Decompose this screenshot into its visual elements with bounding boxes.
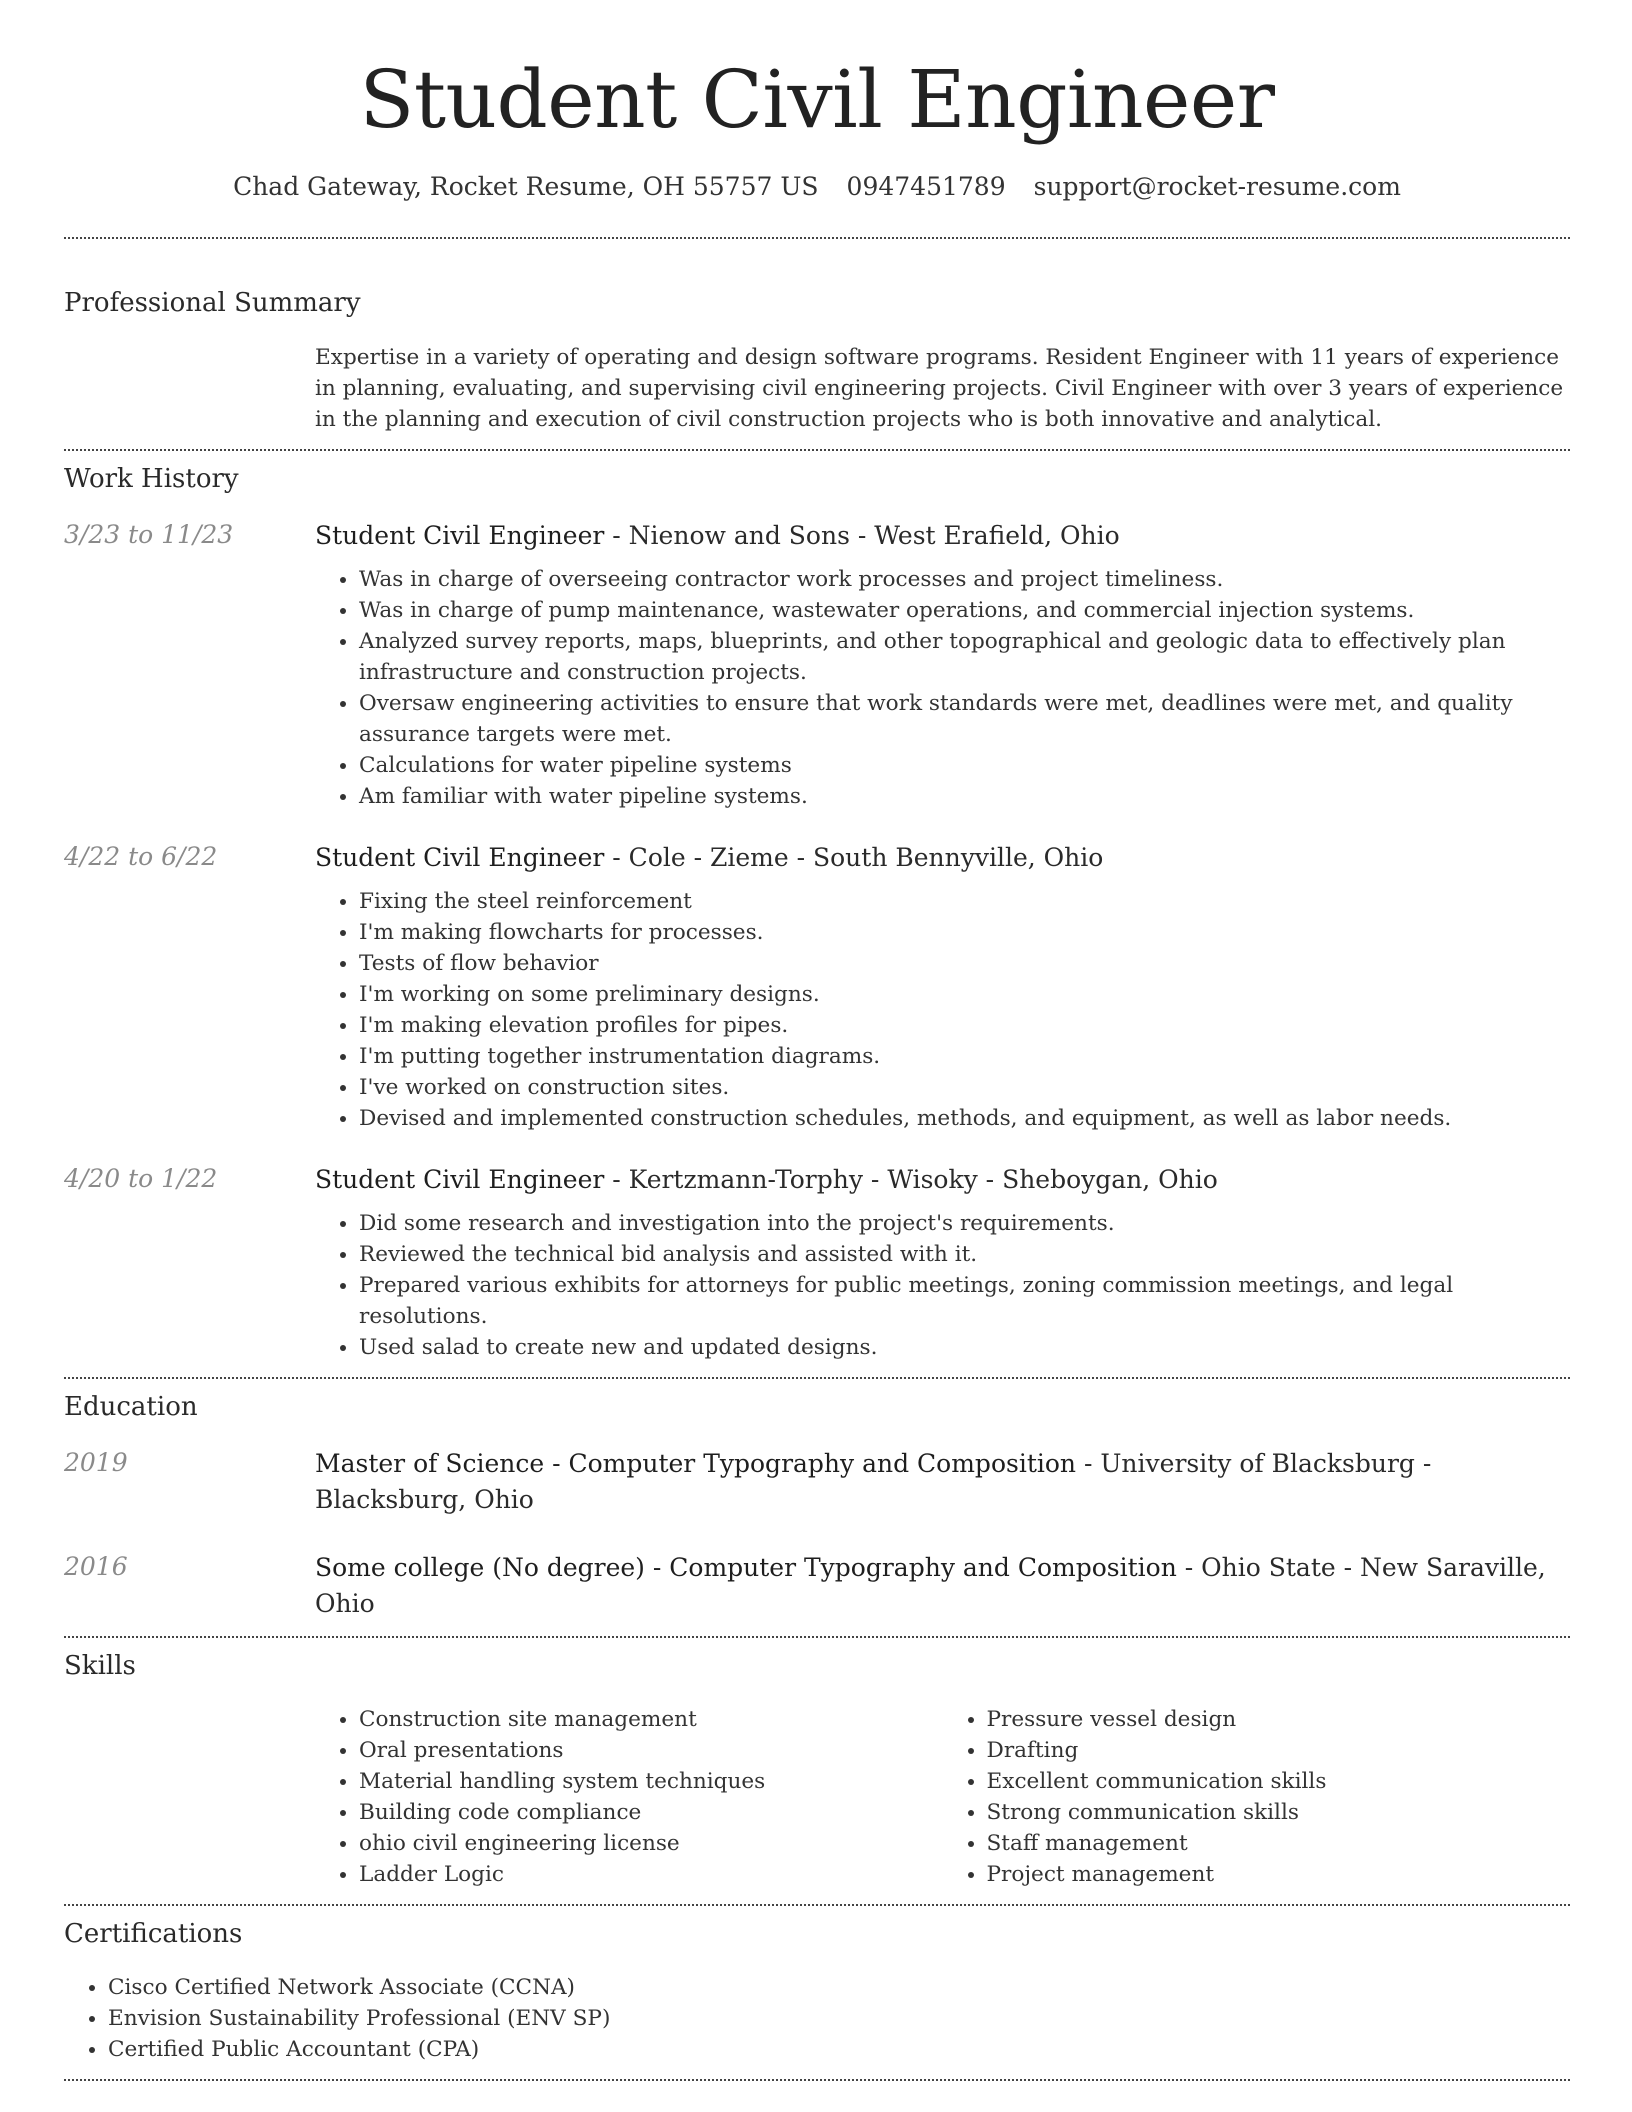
education-entry: [64, 1446, 1570, 1518]
list-item: • Construction site management: [359, 1704, 943, 1735]
summary-text: Expertise in a variety of operating and design software programs. Resident Engineer with 11 years of experience in planning, evaluating, and supervising civil engineering projects. Civil Engineer with over 3 years of experience in the planning and execution of civil construction projects who is both innovative and analytical.: [315, 345, 1564, 432]
list-item: • Oversaw engineering activities to ensure that work standards were met, deadlines were met, and quality assurance targets were met.: [359, 688, 1570, 750]
divider: [64, 1904, 1570, 1906]
skills-section: [64, 1650, 1570, 1890]
job-details: - Kertzmann-Torphy - Wisoky - Sheboygan, Ohio: [604, 1165, 1218, 1194]
education-year: 2019: [64, 1448, 128, 1477]
list-item: • Used salad to create new and updated designs.: [359, 1332, 1570, 1363]
skills-list-right: [943, 1704, 1571, 1890]
contact-line: [64, 170, 1570, 204]
list-item: • ohio civil engineering license: [359, 1828, 943, 1859]
list-item: • Ladder Logic: [359, 1859, 943, 1890]
list-item: • Cisco Certified Network Associate (CCNA): [108, 1972, 1570, 2003]
list-item: • Project management: [987, 1859, 1571, 1890]
job-heading: [315, 840, 1570, 876]
job-title: Student Civil Engineer: [315, 1165, 605, 1194]
section-title-certifications: Certifications: [64, 1919, 243, 1949]
education-details: - University of Blacksburg - Blacksburg, Ohio: [315, 1449, 1432, 1514]
list-item: • Pressure vessel design: [987, 1704, 1571, 1735]
section-title-work-history: Work History: [64, 464, 239, 494]
job-body: [315, 518, 1570, 812]
education-entry: [64, 1550, 1570, 1622]
divider: [64, 2079, 1570, 2081]
divider: [64, 1377, 1570, 1379]
list-item: • Prepared various exhibits for attorneys for public meetings, zoning commission meetings, and legal resolutions.: [359, 1270, 1570, 1332]
skills-list-left: [315, 1704, 943, 1890]
list-item: • Was in charge of pump maintenance, wastewater operations, and commercial injection systems.: [359, 595, 1570, 626]
list-item: • Drafting: [987, 1735, 1571, 1766]
list-item: • Oral presentations: [359, 1735, 943, 1766]
list-item: • Envision Sustainability Professional (ENV SP): [108, 2003, 1570, 2034]
list-item: • Tests of flow behavior: [359, 948, 1570, 979]
divider: [64, 449, 1570, 451]
job-entry: [64, 1162, 1570, 1363]
list-item: • I'm making elevation profiles for pipes.: [359, 1010, 1570, 1041]
list-item: • Analyzed survey reports, maps, blueprints, and other topographical and geologic data to effectively plan infrastructure and construction projects.: [359, 626, 1570, 688]
job-entry: [64, 518, 1570, 812]
job-dates: 4/20 to 1/22: [64, 1164, 218, 1193]
list-item: • I'm working on some preliminary designs.: [359, 979, 1570, 1010]
job-details: - Cole - Zieme - South Bennyville, Ohio: [604, 843, 1104, 872]
resume-page: [64, 0, 1570, 2081]
divider: [64, 1636, 1570, 1638]
job-body: [315, 1162, 1570, 1363]
job-body: [315, 840, 1570, 1134]
list-item: • Calculations for water pipeline systems: [359, 750, 1570, 781]
job-dates: 3/23 to 11/23: [64, 520, 234, 549]
list-item: • I'm making flowcharts for processes.: [359, 917, 1570, 948]
contact-email[interactable]: support@rocket-resume.com: [1033, 172, 1401, 201]
job-dates: 4/22 to 6/22: [64, 842, 218, 871]
education-heading: [315, 1446, 1570, 1518]
section-title-summary: Professional Summary: [64, 288, 361, 318]
job-bullets: [315, 886, 1570, 1134]
list-item: • Excellent communication skills: [987, 1766, 1571, 1797]
list-item: • Reviewed the technical bid analysis and assisted with it.: [359, 1239, 1570, 1270]
job-heading: [315, 1162, 1570, 1198]
list-item: • Staff management: [987, 1828, 1571, 1859]
section-title-skills: Skills: [64, 1651, 136, 1681]
job-title: Student Civil Engineer: [315, 843, 605, 872]
education-details: - Ohio State - New Saraville, Ohio: [315, 1553, 1546, 1618]
contact-address: Chad Gateway, Rocket Resume, OH 55757 US: [233, 172, 819, 201]
job-bullets: [315, 564, 1570, 812]
list-item: • I'm putting together instrumentation diagrams.: [359, 1041, 1570, 1072]
job-entry: [64, 840, 1570, 1134]
job-heading: [315, 518, 1570, 554]
education-heading: [315, 1550, 1570, 1622]
list-item: • Devised and implemented construction schedules, methods, and equipment, as well as labor needs.: [359, 1103, 1570, 1134]
summary-section: [64, 287, 1570, 435]
list-item: • Building code compliance: [359, 1797, 943, 1828]
education-section: [64, 1391, 1570, 1622]
education-degree: Master of Science - Computer Typography and Composition: [315, 1449, 1077, 1478]
work-history-section: [64, 463, 1570, 1363]
list-item: • Was in charge of overseeing contractor work processes and project timeliness.: [359, 564, 1570, 595]
job-details: - Nienow and Sons - West Erafield, Ohio: [604, 521, 1120, 550]
divider: [64, 237, 1570, 239]
contact-phone: 0947451789: [846, 172, 1006, 201]
certifications-section: [64, 1918, 1570, 2065]
list-item: • Fixing the steel reinforcement: [359, 886, 1570, 917]
education-year: 2016: [64, 1552, 128, 1581]
section-title-education: Education: [64, 1392, 198, 1422]
list-item: • Certified Public Accountant (CPA): [108, 2034, 1570, 2065]
list-item: • Did some research and investigation into the project's requirements.: [359, 1208, 1570, 1239]
list-item: • Am familiar with water pipeline systems.: [359, 781, 1570, 812]
education-degree: Some college (No degree) - Computer Typography and Composition: [315, 1553, 1177, 1582]
list-item: • Material handling system techniques: [359, 1766, 943, 1797]
certifications-list: [64, 1972, 1570, 2065]
job-bullets: [315, 1208, 1570, 1363]
job-title: Student Civil Engineer: [315, 521, 605, 550]
list-item: • I've worked on construction sites.: [359, 1072, 1570, 1103]
list-item: • Strong communication skills: [987, 1797, 1571, 1828]
skills-columns: [315, 1704, 1570, 1890]
resume-title: Student Civil Engineer: [359, 53, 1275, 146]
